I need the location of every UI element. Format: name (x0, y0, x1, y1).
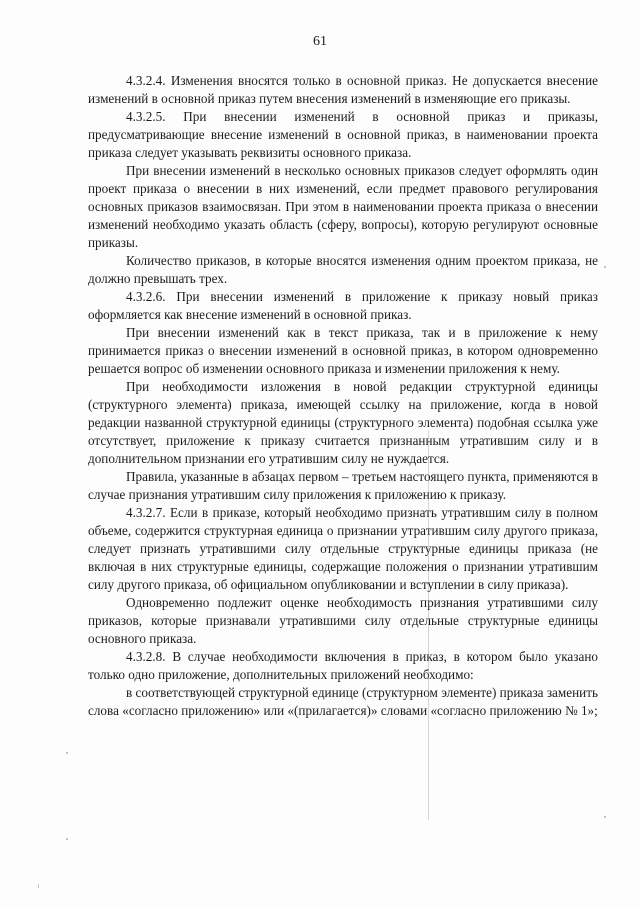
paragraph-4-3-2-8: 4.3.2.8. В случае необходимости включения в приказ, в котором было указано только одно приложение, дополнительных приложений необходимо: (88, 649, 598, 682)
paragraph-new-edition: При необходимости изложения в новой редакции структурной единицы (структурного элемента) приказа, имеющей ссылку на приложение, когда в новой редакции названной структурной единицы (структурного элемента) подобная ссылка уже отсутствует, приложение к приказу считается признанным утратившим силу и в дополнительном признании его утратившим силу не нуждается. (88, 379, 598, 466)
scan-artifact-dot (604, 266, 606, 268)
scan-artifact-dot (604, 816, 606, 818)
scan-artifact-dot (38, 884, 39, 888)
scan-artifact-dot (66, 838, 68, 840)
scan-artifact-line (428, 430, 429, 820)
scan-artifact-dot (66, 752, 68, 754)
paragraph-orders-count: Количество приказов, в которые вносятся изменения одним проектом приказа, не должно превышать трех. (88, 253, 598, 286)
paragraph-4-3-2-7: 4.3.2.7. Если в приказе, который необходимо признать утратившим силу в полном объеме, содержится структурная единица о признании утратившим силу другого приказа, следует признать утратившими силу отдельные структурные единицы приказа (не включая в них структурные единицы, содержащие положения о признании утратившим силу другого приказа, об официальном опубликовании и вступлении в силу приказа). (88, 505, 598, 592)
paragraph-4-3-2-4: 4.3.2.4. Изменения вносятся только в основной приказ. Не допускается внесение изменений в основной приказ путем внесения изменений в изменяющие его приказы. (88, 73, 598, 106)
paragraph-4-3-2-6: 4.3.2.6. При внесении изменений в приложение к приказу новый приказ оформляется как внесение изменений в основной приказ. (88, 289, 598, 322)
paragraph-several-orders: При внесении изменений в несколько основных приказов следует оформлять один проект приказа о внесении в них изменений, если предмет правового регулирования основных приказов взаимосвязан. При этом в наименовании проекта приказа о внесении изменений необходимо указать область (сферу, вопросы), которую регулируют основные приказы. (88, 163, 598, 250)
page-number: 61 (313, 34, 327, 49)
document-body (88, 72, 598, 720)
paragraph-4-3-2-5: 4.3.2.5. При внесении изменений в основной приказ и приказы, предусматривающие внесение изменений в основной приказ, в наименовании проекта приказа следует указывать реквизиты основного приказа. (88, 109, 598, 160)
paragraph-rules-applied: Правила, указанные в абзацах первом – третьем настоящего пункта, применяются в случае признания утратившим силу приложения к приложению к приказу. (88, 469, 598, 502)
paragraph-replace-words: в соответствующей структурной единице (структурном элементе) приказа заменить слова «согласно приложению» или «(прилагается)» словами «согласно приложению № 1»; (88, 685, 598, 718)
paragraph-text-and-appendix: При внесении изменений как в текст приказа, так и в приложение к нему принимается приказ о внесении изменений в основной приказ, в котором одновременно решается вопрос об изменении основного приказа и изменении приложения к нему. (88, 325, 598, 376)
paragraph-simultaneously: Одновременно подлежит оценке необходимость признания утратившими силу приказов, которые признавали утратившими силу отдельные структурные единицы основного приказа. (88, 595, 598, 646)
